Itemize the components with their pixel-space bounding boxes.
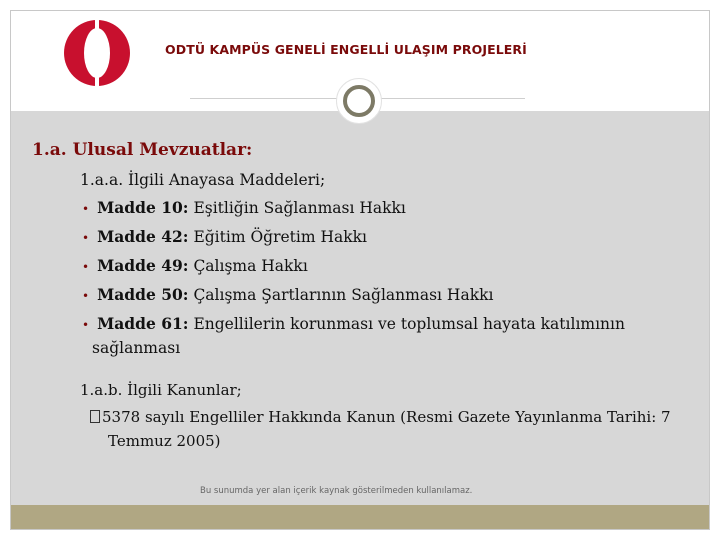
metu-logo-icon <box>62 18 132 88</box>
header-title: ODTÜ KAMPÜS GENELİ ENGELLİ ULAŞIM PROJELERİ <box>165 42 527 57</box>
article-item <box>82 256 308 275</box>
law-text: 5378 sayılı Engelliler Hakkında Kanun (Resmi Gazete Yayınlanma Tarihi: 7 <box>102 408 671 426</box>
ring-ornament-icon <box>336 78 382 124</box>
article-text: Eşitliğin Sağlanması Hakkı <box>188 199 406 217</box>
section-heading: 1.a. Ulusal Mevzuatlar: <box>32 140 253 160</box>
article-label: Madde 50: <box>97 285 189 304</box>
bullet-icon: • <box>82 289 90 303</box>
bullet-icon: • <box>82 318 90 332</box>
article-continuation: sağlanması <box>92 339 181 357</box>
bullet-icon: • <box>82 260 90 274</box>
bullet-box-icon <box>90 410 100 423</box>
law-item <box>90 408 694 426</box>
article-label: Madde 49: <box>97 256 189 275</box>
law-item-continuation: Temmuz 2005) <box>108 432 221 450</box>
bullet-icon: • <box>82 202 90 216</box>
subheading-laws: 1.a.b. İlgili Kanunlar; <box>80 381 242 399</box>
article-text: Çalışma Hakkı <box>188 257 308 275</box>
subheading-constitution: 1.a.a. İlgili Anayasa Maddeleri; <box>80 171 326 189</box>
article-item <box>82 198 406 217</box>
article-item <box>82 314 625 333</box>
footer-note: Bu sunumda yer alan içerik kaynak gösterilmeden kullanılamaz. <box>200 486 473 496</box>
article-label: Madde 61: <box>97 314 189 333</box>
bullet-icon: • <box>82 231 90 245</box>
article-label: Madde 10: <box>97 198 189 217</box>
article-text: Çalışma Şartlarının Sağlanması Hakkı <box>188 286 494 304</box>
article-text: Eğitim Öğretim Hakkı <box>188 228 367 246</box>
article-item <box>82 227 367 246</box>
article-label: Madde 42: <box>97 227 189 246</box>
footer-bar <box>11 505 709 529</box>
article-text: Engellilerin korunması ve toplumsal hayata katılımının <box>188 315 625 333</box>
article-item <box>82 285 493 304</box>
